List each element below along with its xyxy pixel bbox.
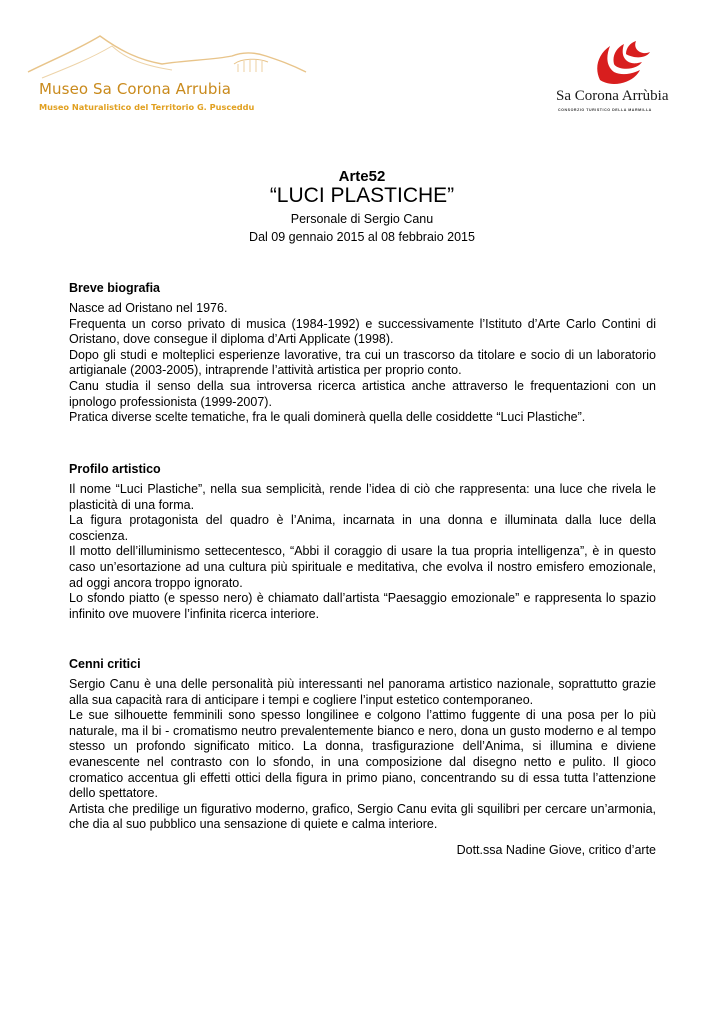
exhibition-subtitle: Personale di Sergio Canu: [290, 212, 434, 226]
signature: Dott.ssa Nadine Giove, critico d’arte: [456, 843, 656, 857]
paragraph: Lo sfondo piatto (e spesso nero) è chiamato dall’artista “Paesaggio emozionale” e rappresenta lo spazio infinito ove muovere l’infinita ricerca interiore.: [69, 591, 656, 621]
paragraph: Frequenta un corso privato di musica (1984-1992) e successivamente l’Istituto d’Arte Carlo Contini di Oristano, dove consegue il diploma d’Arti Applicate (1998).: [69, 316, 656, 347]
section-cenni-critici: [69, 656, 656, 833]
paragraph: Pratica diverse scelte tematiche, fra le quali dominerà quella delle cosiddette “Luci Plastiche”.: [69, 410, 586, 425]
paragraph: Il nome “Luci Plastiche”, nella sua semplicità, rende l’idea di ciò che rappresenta: una luce che rivela le plasticità di una forma.: [69, 482, 656, 512]
paragraph: Artista che predilige un figurativo moderno, grafico, Sergio Canu evita gli squilibri per cercare un’armonia, che dia al suo pubblico una sensazione di quiete e calma interiore.: [69, 801, 656, 832]
paragraph: Il motto dell’illuminismo settecentesco, “Abbi il coraggio di usare la tua propria intelligenza”, è in questo caso un’esortazione ad una cultura più spirituale e meditativa, che evolva il nostro emisfero emozionale, ad oggi ancora troppo ignorato.: [69, 544, 656, 590]
sa-corona-logo: [552, 40, 682, 120]
exhibition-title: “LUCI PLASTICHE”: [269, 184, 455, 207]
museo-subtitle: Museo Naturalistico del Territorio G. Pusceddu: [39, 102, 255, 112]
museo-name: Museo Sa Corona Arrubia: [39, 80, 232, 98]
section-heading: Profilo artistico: [69, 462, 161, 476]
museo-logo: [22, 30, 312, 116]
paragraph: La figura protagonista del quadro è l’Anima, incarnata in una donna e illuminata dalla luce della coscienza.: [69, 513, 656, 543]
paragraph: Sergio Canu è una delle personalità più interessanti nel panorama artistico nazionale, soprattutto grazie alla sua capacità rara di anticipare i tempi e cogliere l’input estetico contemporaneo.: [69, 677, 656, 707]
paragraph: Dopo gli studi e molteplici esperienze lavorative, tra cui un trascorso da titolare e socio di un laboratorio artigianale (2003-2005), intraprende l’attività artistica per proprio conto.: [69, 347, 656, 378]
exhibition-series: Arte52: [338, 168, 386, 185]
paragraph: Nasce ad Oristano nel 1976.: [69, 301, 228, 315]
section-biografia: [69, 280, 656, 426]
sa-corona-subtitle: CONSORZIO TURISTICO DELLA MARMILLA: [558, 108, 652, 112]
paragraph: Le sue silhouette femminili sono spesso longilinee e colgono l’attimo fuggente di una posa per lo più naturale, ma il bi - cromatismo neutro prevalentemente bianco e nero, dona un gusto moderno e al tempo stesso un profondo significato mitico. La donna, trasfigurazione dell’Anima, si illumina e diviene evanescente nel contrasto con lo sfondo, in una composizione dal disegno netto e pulito. Il gioco cromatico accentua gli effetti ottici della figura in primo piano, concentrando su di essa tutta l’attenzione dello spettatore.: [69, 708, 656, 801]
paragraph: Canu studia il senso della sua introversa ricerca artistica anche attraverso le frequentazioni con un ipnologo professionista (1999-2007).: [69, 378, 656, 409]
red-flame-emblem-icon: [592, 40, 652, 86]
section-profilo: [69, 461, 656, 622]
sa-corona-name: Sa Corona Arrùbia: [556, 88, 669, 104]
section-heading: Cenni critici: [69, 657, 141, 671]
exhibition-dates: Dal 09 gennaio 2015 al 08 febbraio 2015: [249, 230, 475, 244]
section-heading: Breve biografia: [69, 281, 161, 295]
